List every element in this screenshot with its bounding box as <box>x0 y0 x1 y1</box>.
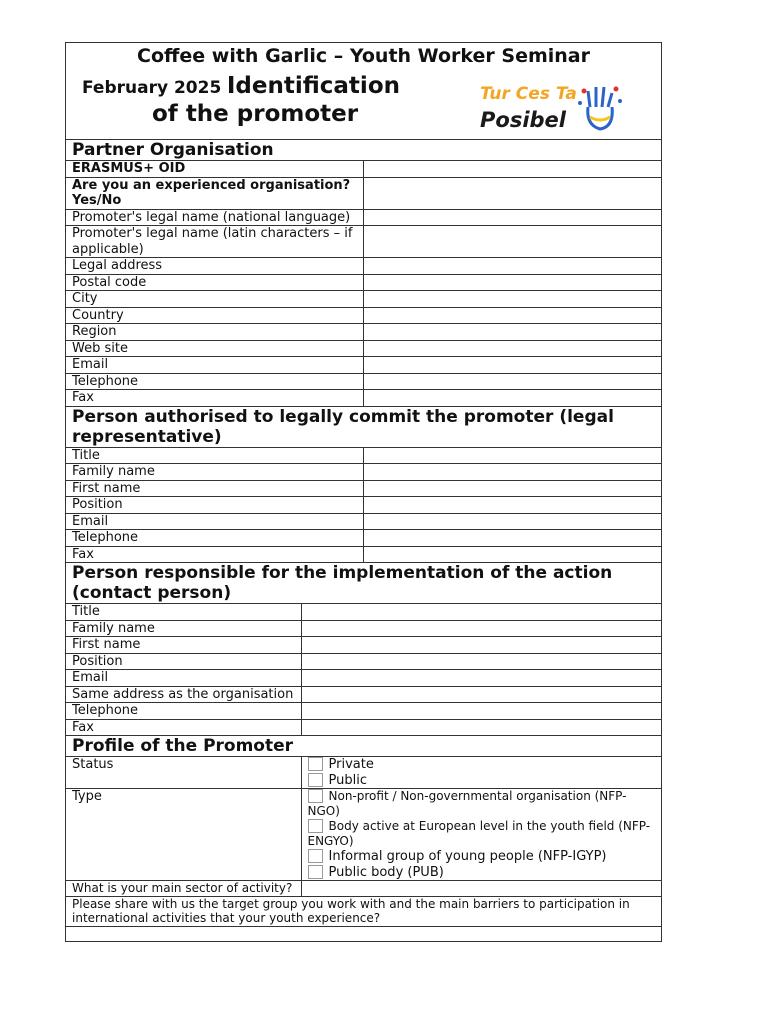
field-value-cell[interactable] <box>363 390 661 406</box>
form-row <box>66 447 661 464</box>
form-row <box>66 620 661 637</box>
type-row <box>66 789 661 881</box>
status-option-public[interactable]: Public <box>308 773 656 789</box>
checkbox-icon[interactable] <box>308 865 323 879</box>
form-header <box>66 43 661 139</box>
form-row <box>66 161 661 178</box>
field-label: ERASMUS+ OID <box>66 161 363 178</box>
form-row <box>66 513 661 530</box>
type-options <box>301 789 661 881</box>
form-row <box>66 653 661 670</box>
field-label: Fax <box>66 546 363 562</box>
field-label: Region <box>66 324 363 341</box>
status-option-private[interactable]: Private <box>308 757 656 773</box>
field-label: Promoter's legal name (national language) <box>66 209 363 226</box>
form-row <box>66 340 661 357</box>
field-label: Web site <box>66 340 363 357</box>
field-label: Family name <box>66 620 301 637</box>
date: February 2025 <box>82 78 222 98</box>
logo-text-bottom: Posibel <box>480 108 566 132</box>
field-label: Fax <box>66 390 363 406</box>
field-value-cell[interactable] <box>363 513 661 530</box>
contact-table <box>66 603 661 735</box>
field-label: Postal code <box>66 274 363 291</box>
target-row <box>66 896 661 926</box>
field-label: Legal address <box>66 258 363 275</box>
checkbox-icon[interactable] <box>308 789 323 803</box>
field-value-cell[interactable] <box>363 226 661 258</box>
form-row <box>66 324 661 341</box>
field-label: Same address as the organisation <box>66 686 301 703</box>
checkbox-icon[interactable] <box>308 773 323 787</box>
field-value-cell[interactable] <box>363 324 661 341</box>
heading-part1: Identification <box>226 73 400 99</box>
type-label: Type <box>66 789 301 881</box>
legal-rep-heading: Person authorised to legally commit the promoter (legal representative) <box>66 406 661 447</box>
field-label: Country <box>66 307 363 324</box>
form-row <box>66 530 661 547</box>
form-row <box>66 480 661 497</box>
status-row <box>66 757 661 789</box>
field-label: Email <box>66 670 301 687</box>
checkbox-icon[interactable] <box>308 819 323 833</box>
field-label: City <box>66 291 363 308</box>
field-value-cell[interactable] <box>301 653 661 670</box>
field-label: Fax <box>66 719 301 735</box>
profile-heading: Profile of the Promoter <box>66 735 661 756</box>
promoter-form <box>65 42 662 942</box>
field-value-cell[interactable] <box>363 373 661 390</box>
form-row <box>66 307 661 324</box>
field-value-cell[interactable] <box>301 686 661 703</box>
field-value-cell[interactable] <box>363 530 661 547</box>
form-row <box>66 703 661 720</box>
sector-row <box>66 881 661 897</box>
date-heading <box>82 73 400 99</box>
type-option-ngo[interactable]: Non-profit / Non-governmental organisation (NFP-NGO) <box>307 789 627 818</box>
contact-heading: Person responsible for the implementation of the action (contact person) <box>66 562 661 603</box>
status-label: Status <box>66 757 301 789</box>
field-value-cell[interactable] <box>363 480 661 497</box>
field-label: Family name <box>66 464 363 481</box>
field-value-cell[interactable] <box>363 274 661 291</box>
form-row <box>66 373 661 390</box>
type-option-igyp[interactable]: Informal group of young people (NFP-IGYP) <box>308 849 656 865</box>
form-row <box>66 604 661 621</box>
form-row <box>66 670 661 687</box>
form-row <box>66 274 661 291</box>
field-label: Promoter's legal name (latin characters – if applicable) <box>66 226 363 258</box>
field-value-cell[interactable] <box>363 464 661 481</box>
form-row <box>66 177 661 209</box>
field-label: Email <box>66 513 363 530</box>
field-label: First name <box>66 637 301 654</box>
field-value-cell[interactable] <box>301 620 661 637</box>
field-value-cell[interactable] <box>363 307 661 324</box>
form-row <box>66 546 661 562</box>
form-row <box>66 464 661 481</box>
form-row <box>66 390 661 406</box>
status-options <box>301 757 661 789</box>
hand-icon <box>578 87 622 130</box>
field-label: Are you an experienced organisation? Yes/No <box>66 177 363 209</box>
field-value-cell[interactable] <box>301 604 661 621</box>
heading-part2: of the promoter <box>152 101 359 127</box>
checkbox-icon[interactable] <box>308 757 323 771</box>
field-value-cell[interactable] <box>363 258 661 275</box>
field-label: Title <box>66 604 301 621</box>
form-row <box>66 497 661 514</box>
field-label: Telephone <box>66 530 363 547</box>
partner-org-table <box>66 160 661 406</box>
organisation-logo <box>476 77 626 135</box>
field-value-cell[interactable] <box>301 703 661 720</box>
partner-org-heading: Partner Organisation <box>66 139 661 160</box>
field-label: Email <box>66 357 363 374</box>
field-value-cell[interactable] <box>363 497 661 514</box>
type-option-engyo[interactable]: Body active at European level in the youth field (NFP-ENGYO) <box>307 819 651 848</box>
sector-label: What is your main sector of activity? <box>66 881 301 897</box>
target-answer-cell[interactable] <box>66 926 661 941</box>
form-row <box>66 637 661 654</box>
field-label: Telephone <box>66 373 363 390</box>
field-label: First name <box>66 480 363 497</box>
legal-rep-table <box>66 447 661 563</box>
form-row <box>66 258 661 275</box>
field-value-cell[interactable] <box>363 161 661 178</box>
field-value-cell[interactable] <box>363 447 661 464</box>
field-value-cell[interactable] <box>363 177 661 209</box>
field-value-cell[interactable] <box>363 357 661 374</box>
field-value-cell[interactable] <box>363 209 661 226</box>
form-row <box>66 719 661 735</box>
form-row <box>66 209 661 226</box>
form-row <box>66 686 661 703</box>
field-value-cell[interactable] <box>301 719 661 735</box>
form-row <box>66 226 661 258</box>
field-value-cell[interactable] <box>363 340 661 357</box>
target-label: Please share with us the target group you work with and the main barriers to participation in international activities that your youth experience? <box>66 896 661 926</box>
field-value-cell[interactable] <box>363 291 661 308</box>
logo-text-top: Tur Ces Ta <box>480 84 577 104</box>
profile-table <box>66 756 661 941</box>
field-label: Title <box>66 447 363 464</box>
field-label: Position <box>66 497 363 514</box>
field-label: Position <box>66 653 301 670</box>
field-value-cell[interactable] <box>301 637 661 654</box>
field-value-cell[interactable] <box>363 546 661 562</box>
type-option-pub[interactable]: Public body (PUB) <box>308 865 656 881</box>
form-row <box>66 291 661 308</box>
seminar-title: Coffee with Garlic – Youth Worker Seminar <box>137 45 590 67</box>
field-label: Telephone <box>66 703 301 720</box>
field-value-cell[interactable] <box>301 670 661 687</box>
form-row <box>66 357 661 374</box>
checkbox-icon[interactable] <box>308 849 323 863</box>
target-answer-row <box>66 926 661 941</box>
sector-value-cell[interactable] <box>301 881 661 897</box>
